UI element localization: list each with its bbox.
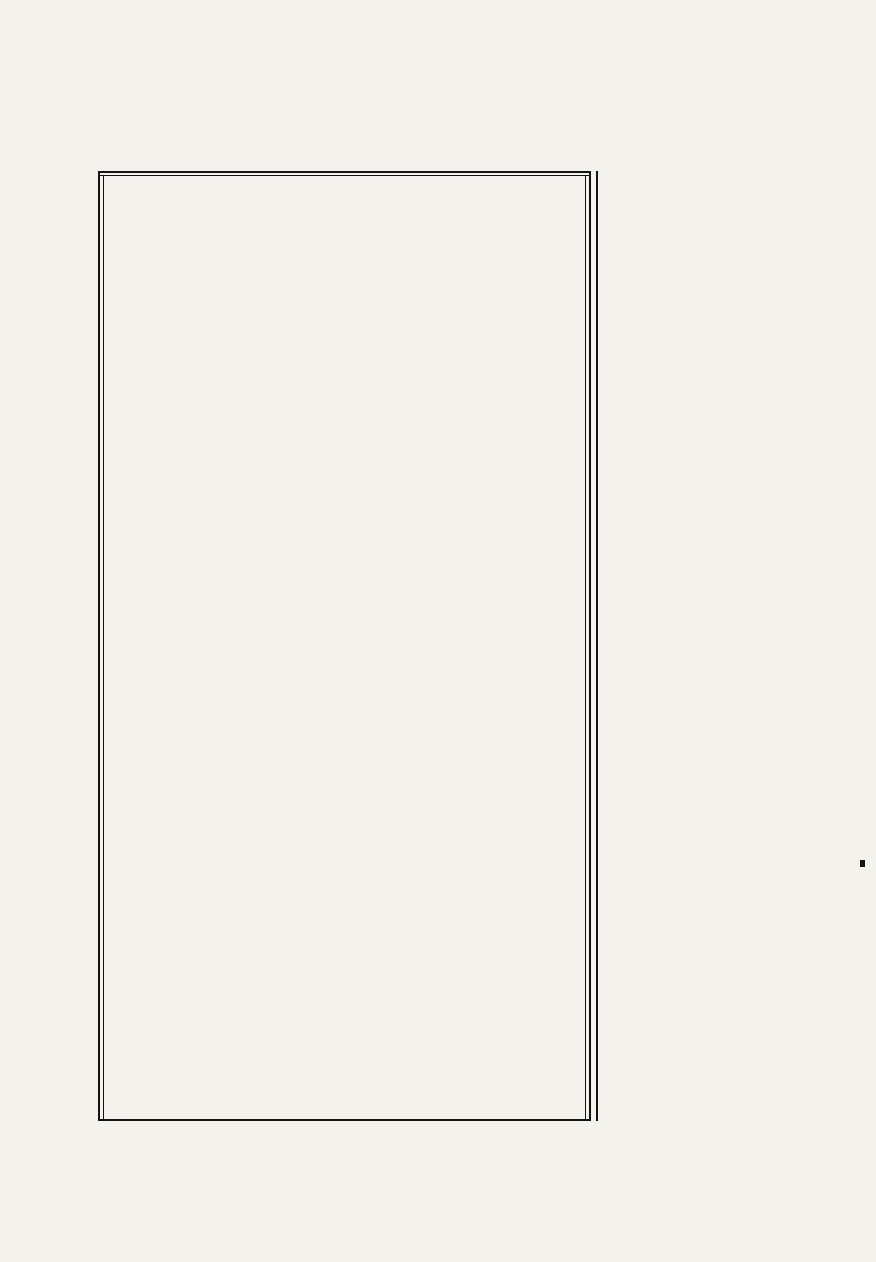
frame-right-rule-inner bbox=[585, 175, 586, 1121]
frame-top-rule-inner bbox=[98, 175, 590, 176]
frame-right-rule bbox=[589, 171, 591, 1121]
margin-dot bbox=[860, 860, 865, 867]
frame-bottom-rule bbox=[98, 1119, 590, 1121]
frame-left-rule bbox=[98, 171, 100, 1121]
frame-left-rule-inner bbox=[103, 175, 104, 1121]
margin-left-rule bbox=[596, 171, 598, 1121]
frame-top-rule bbox=[98, 171, 590, 173]
